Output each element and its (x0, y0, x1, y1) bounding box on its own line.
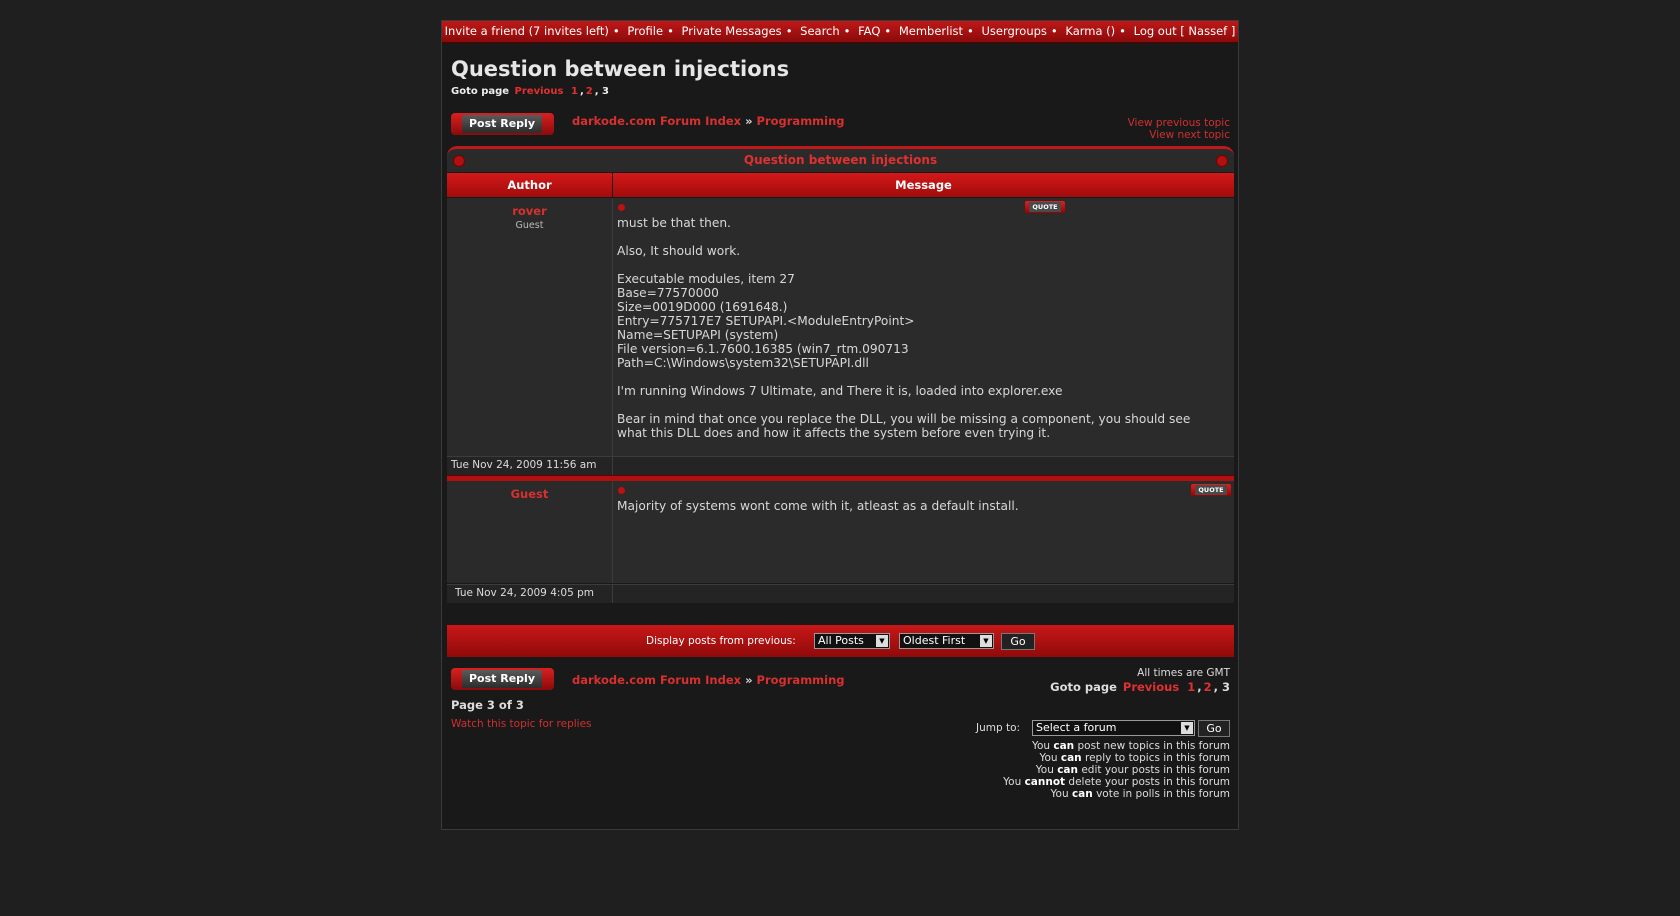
post-date-row (447, 584, 1234, 603)
current-page: 3 (1221, 680, 1230, 694)
sort-order-value: Oldest First (903, 634, 966, 647)
chevron-down-icon: ▼ (980, 635, 992, 647)
view-next-topic-link[interactable]: View next topic (1149, 129, 1230, 141)
quote-button[interactable] (1025, 201, 1065, 213)
quote-label: QUOTE (1195, 485, 1227, 495)
nav-memberlist[interactable]: Memberlist (898, 24, 964, 38)
goto-page-1-link[interactable]: 1 (570, 86, 578, 97)
nav-sep: • (785, 24, 793, 38)
permission-line: You cannot delete your posts in this forum (1003, 776, 1230, 788)
post-row (447, 198, 1234, 456)
breadcrumb-bottom (572, 673, 845, 687)
goto-page-top: Goto page Previous 1 , 2 , 3 (451, 86, 609, 97)
permission-line: You can post new topics in this forum (1031, 740, 1230, 752)
nav-usergroups[interactable]: Usergroups (981, 24, 1047, 38)
post-message-cell (613, 198, 1234, 456)
breadcrumb-forum-index[interactable]: darkode.com Forum Index (572, 673, 742, 687)
display-options-bar (447, 625, 1234, 657)
nav-private-messages[interactable]: Private Messages (681, 24, 782, 38)
table-title-bar (447, 146, 1234, 172)
breadcrumb-separator: » (745, 673, 753, 687)
column-header-author: Author (447, 173, 612, 197)
breadcrumb-forum-index[interactable]: darkode.com Forum Index (572, 114, 742, 128)
goto-label: Goto page (1050, 680, 1117, 694)
breadcrumb-programming[interactable]: Programming (756, 673, 845, 687)
goto-page-1-link[interactable]: 1 (1187, 680, 1196, 694)
post-author-name[interactable]: rover (512, 204, 547, 218)
goto-previous-link[interactable]: Previous (1122, 680, 1180, 694)
post-author-name[interactable]: Guest (510, 487, 549, 501)
nav-logout[interactable]: Log out [ Nassef ] (1133, 24, 1236, 38)
top-navigation (442, 21, 1238, 43)
nav-sep: • (612, 24, 620, 38)
post-message-cell (613, 481, 1234, 583)
nav-invite[interactable]: Invite a friend (7 invites left) (444, 24, 609, 38)
divider (612, 585, 613, 603)
table-topic-title-link[interactable]: Question between injections (743, 153, 938, 167)
chevron-down-icon: ▼ (1181, 722, 1193, 734)
post-date: Tue Nov 24, 2009 11:56 am (451, 459, 597, 471)
nav-sep: • (967, 24, 974, 38)
posts-period-select[interactable] (814, 633, 890, 649)
display-go-button[interactable]: Go (1001, 633, 1035, 650)
post-author-rank: Guest (515, 220, 544, 231)
post-marker-icon[interactable] (618, 487, 625, 494)
nav-karma[interactable]: Karma () (1065, 24, 1116, 38)
post-reply-label: Post Reply (462, 115, 542, 133)
post-reply-button-top[interactable] (451, 113, 554, 135)
posts-period-value: All Posts (818, 634, 864, 647)
post-reply-label: Post Reply (462, 670, 542, 688)
post-body (617, 216, 1190, 468)
breadcrumb-programming[interactable]: Programming (756, 114, 845, 128)
nav-search[interactable]: Search (800, 24, 840, 38)
nav-sep: • (843, 24, 851, 38)
nav-sep: • (884, 24, 892, 38)
sort-order-select[interactable] (899, 633, 994, 649)
jump-to-label: Jump to: (976, 722, 1021, 734)
page-title: Question between injections (451, 57, 790, 81)
post-body-text: must be that then. Also, It should work. Executable modules, item 27 Base=77570000 Size=0019D000 (1691648.) Entry=775717E7 SETUPAPI.<ModuleEntryPoint> Name=SETUPAPI (system) File version=6.1.7600.16385 (win7_rtm.090713 Path=C:\Windows\system32\SETUPAPI.dll I'm running Windows 7 Ultimate, and There it is, loaded into explorer.exe Bear in mind that once you replace the DLL, you will be missing a component, you should see what this DLL does and how it affects the system before even trying it. (617, 216, 1191, 440)
view-previous-topic-link[interactable]: View previous topic (1127, 117, 1230, 129)
timezone-note: All times are GMT (1137, 667, 1230, 679)
post-date-row (447, 456, 1234, 475)
goto-previous-link[interactable]: Previous (514, 86, 564, 97)
forum-permissions (1003, 740, 1230, 800)
post-row (447, 481, 1234, 583)
post-author-cell (447, 198, 613, 456)
permission-line: You can edit your posts in this forum (1035, 764, 1230, 776)
corner-dot-icon (1216, 155, 1228, 167)
chevron-down-icon: ▼ (876, 635, 888, 647)
breadcrumb-separator: » (745, 114, 753, 128)
nav-sep: • (1050, 24, 1058, 38)
watch-topic-link[interactable]: Watch this topic for replies (451, 718, 592, 730)
post-body: Majority of systems wont come with it, atleast as a default install. (617, 499, 1019, 513)
divider (612, 457, 613, 475)
nav-faq[interactable]: FAQ (858, 24, 881, 38)
post-marker-icon[interactable] (618, 204, 625, 211)
goto-label: Goto page (451, 86, 510, 97)
goto-page-2-link[interactable]: 2 (1203, 680, 1212, 694)
quote-label: QUOTE (1029, 202, 1061, 212)
goto-page-bottom: Goto page Previous 1 , 2 , 3 (1050, 680, 1230, 694)
quote-button[interactable] (1191, 484, 1231, 496)
current-page: 3 (602, 86, 609, 97)
post-date: Tue Nov 24, 2009 4:05 pm (455, 587, 595, 599)
jump-forum-select[interactable] (1032, 720, 1195, 736)
display-posts-label: Display posts from previous: (646, 635, 796, 647)
forum-container (441, 20, 1239, 830)
corner-dot-icon (453, 155, 465, 167)
nav-profile[interactable]: Profile (627, 24, 664, 38)
post-reply-button-bottom[interactable] (451, 668, 554, 690)
permission-line: You can vote in polls in this forum (1050, 788, 1230, 800)
breadcrumb-top (572, 114, 845, 128)
post-author-cell (447, 481, 613, 583)
nav-sep: • (1119, 24, 1126, 38)
goto-page-2-link[interactable]: 2 (585, 86, 593, 97)
topic-nav-links (1128, 117, 1230, 141)
jump-go-button[interactable]: Go (1198, 720, 1230, 737)
permission-line: You can reply to topics in this forum (1039, 752, 1230, 764)
jump-forum-value: Select a forum (1036, 721, 1117, 734)
posts-table (447, 146, 1234, 662)
page-count: Page 3 of 3 (451, 698, 524, 712)
nav-sep: • (667, 24, 674, 38)
column-header-message: Message (613, 173, 1234, 197)
